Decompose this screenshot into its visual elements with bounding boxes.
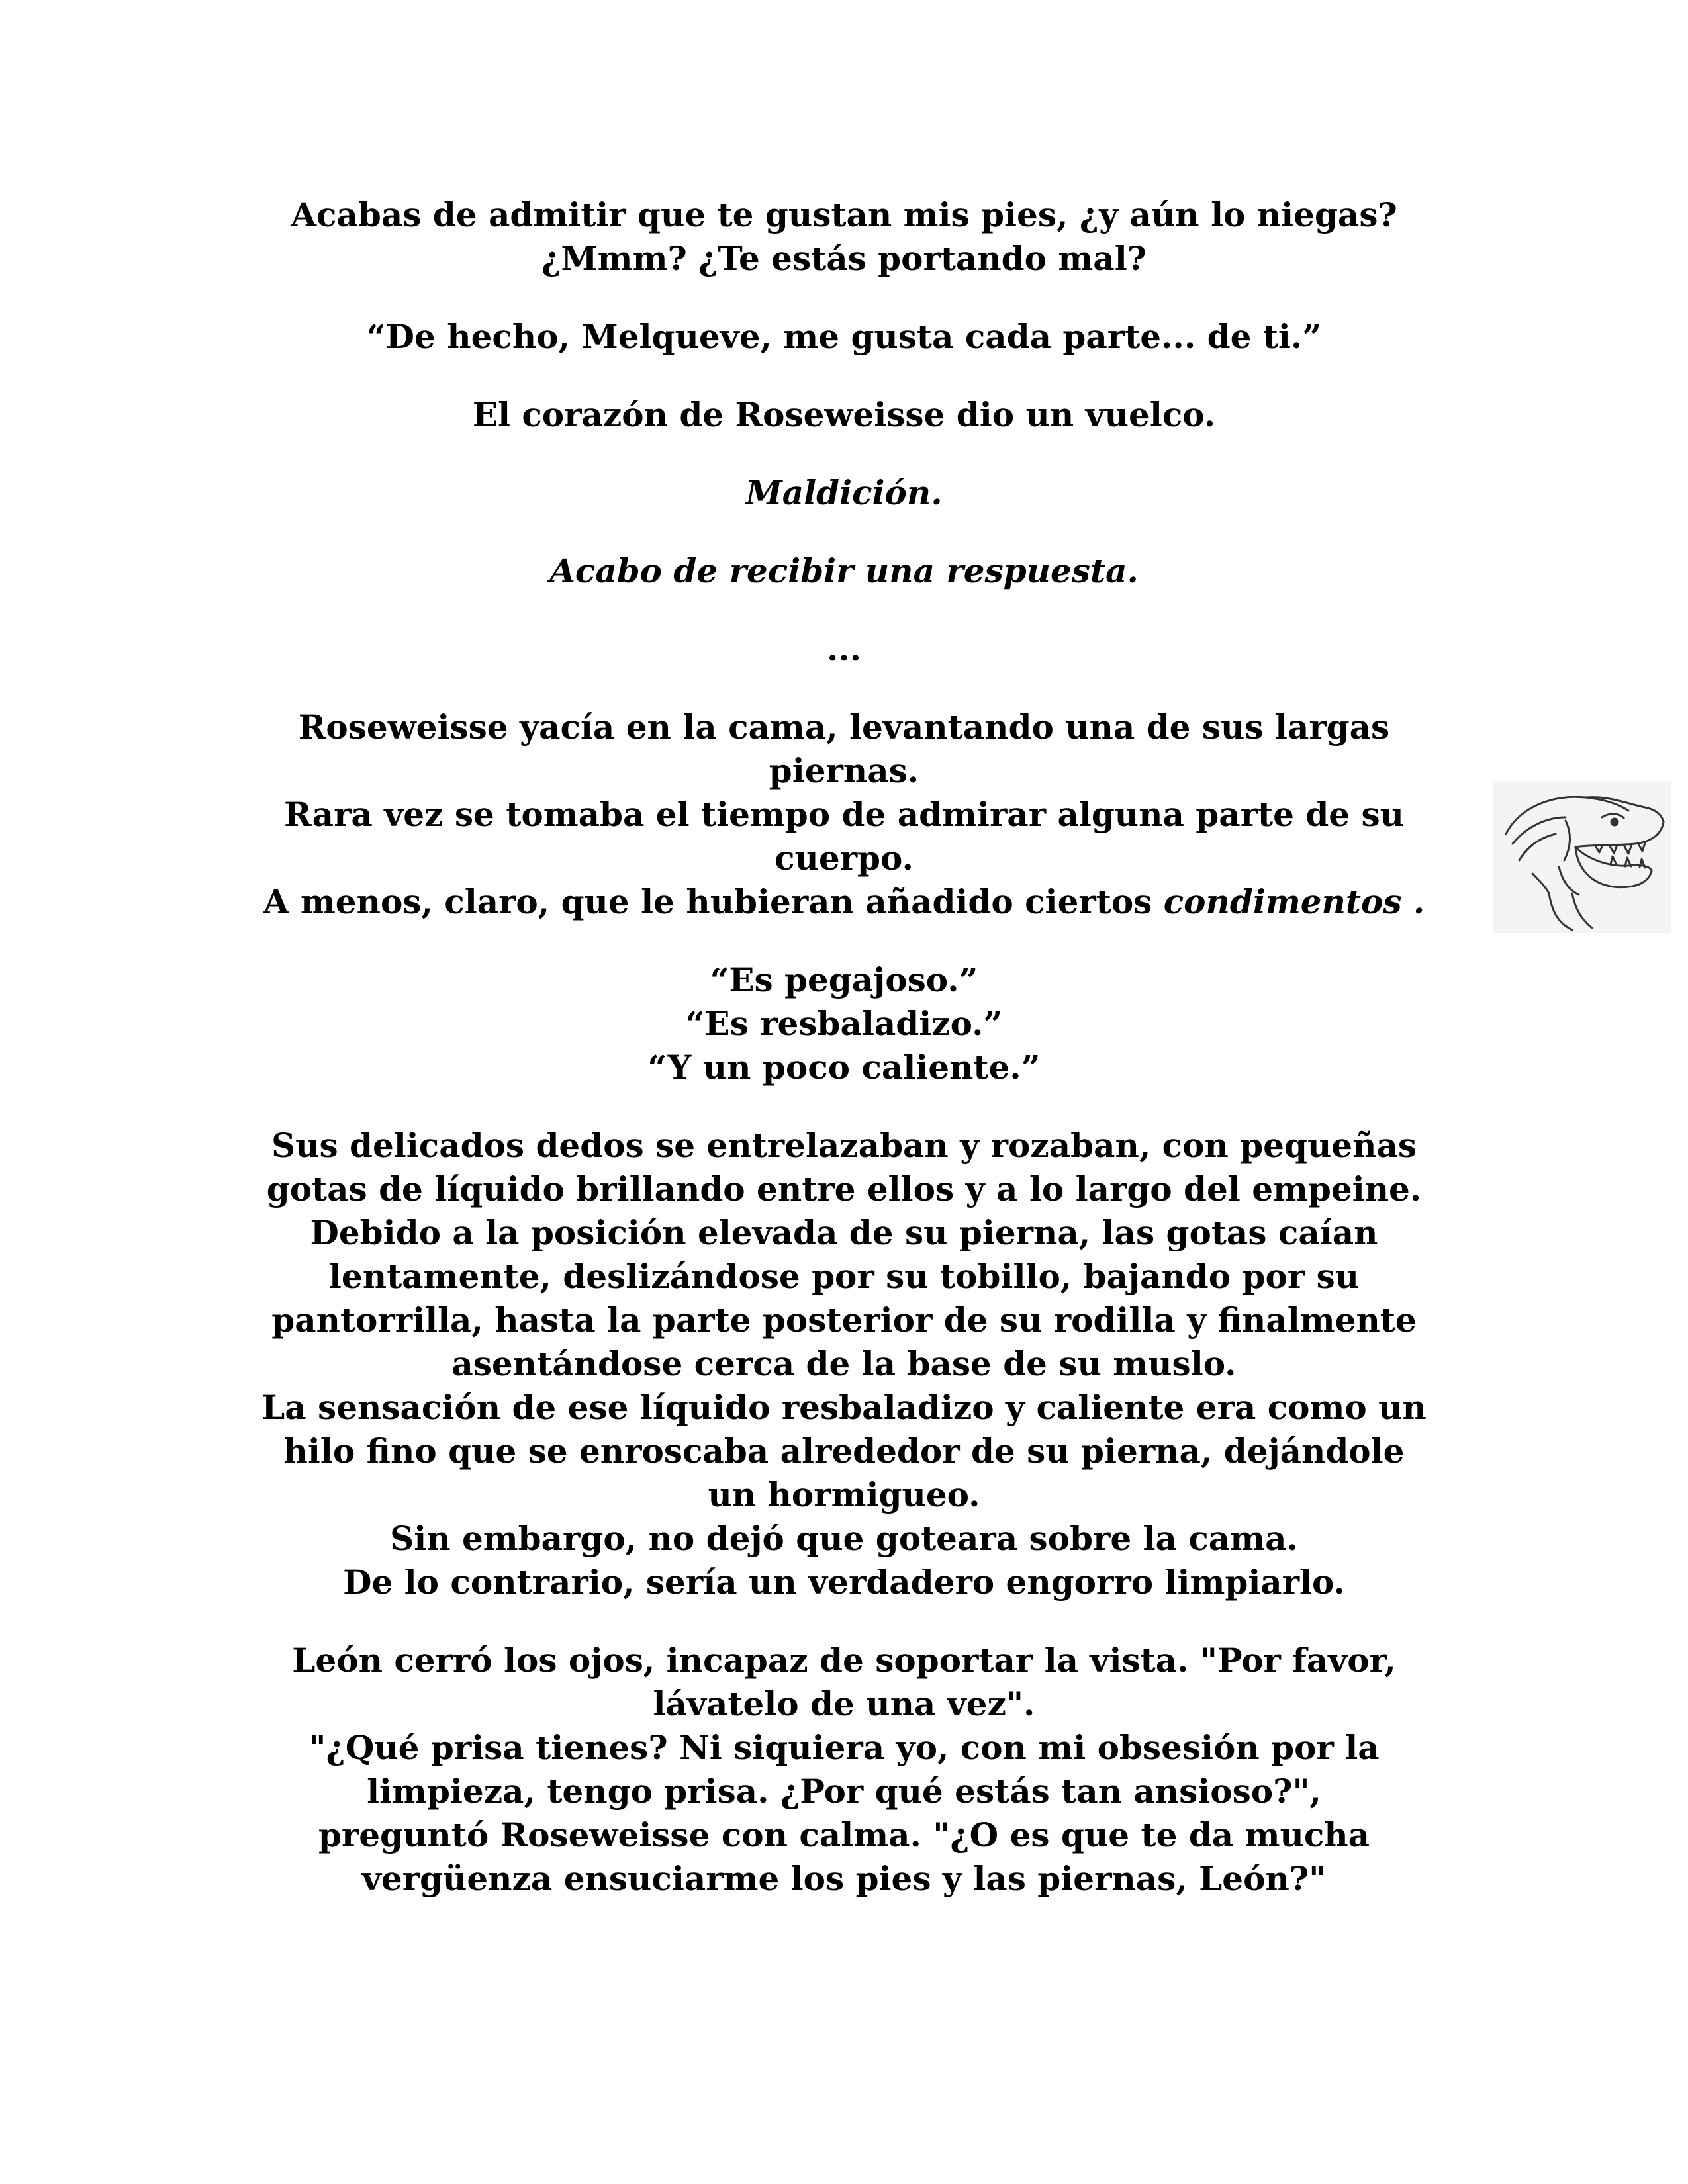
text-line: Maldición.	[745, 473, 943, 512]
text-line: un hormigueo.	[708, 1475, 980, 1514]
text-line: Rara vez se tomaba el tiempo de admirar alguna parte de su	[283, 795, 1405, 834]
text-line: preguntó Roseweisse con calma. "¿O es que te da mucha	[318, 1815, 1370, 1854]
paragraph-1	[192, 193, 1496, 281]
text-line: ¿Mmm? ¿Te estás portando mal?	[541, 239, 1147, 278]
text-line: De lo contrario, sería un verdadero engorro limpiarlo.	[343, 1563, 1345, 1602]
paragraph-10	[192, 1639, 1496, 1901]
text-line: Acabas de admitir que te gustan mis pies, ¿y aún lo niegas?	[291, 195, 1397, 234]
dinosaur-head-icon	[1493, 781, 1671, 933]
text-line: cuerpo.	[774, 839, 914, 878]
text-segment: A menos, claro, que le hubieran añadido ciertos	[263, 882, 1164, 921]
paragraph-3	[192, 393, 1496, 437]
text-line: “Es resbaladizo.”	[685, 1004, 1003, 1043]
text-line: limpieza, tengo prisa. ¿Por qué estás tan ansioso?",	[367, 1772, 1321, 1811]
text-line: La sensación de ese líquido resbaladizo y caliente era como un	[261, 1388, 1427, 1427]
text-line: Roseweisse yacía en la cama, levantando una de sus largas	[298, 707, 1390, 747]
ellipsis-separator: ...	[826, 629, 862, 668]
text-line: asentándose cerca de la base de su muslo.	[451, 1344, 1237, 1383]
paragraph-9	[192, 1124, 1496, 1604]
text-line: piernas.	[769, 751, 919, 790]
text-line: “De hecho, Melqueve, me gusta cada parte... de ti.”	[366, 317, 1322, 356]
text-line: Sus delicados dedos se entrelazaban y rozaban, con pequeñas	[271, 1126, 1417, 1165]
text-line: pantorrilla, hasta la parte posterior de su rodilla y finalmente	[271, 1300, 1417, 1340]
text-line: Debido a la posición elevada de su pierna, las gotas caían	[310, 1213, 1378, 1252]
text-line: Sin embargo, no dejó que goteara sobre la cama.	[390, 1519, 1298, 1558]
text-line: hilo fino que se enroscaba alrededor de su pierna, dejándole	[283, 1432, 1405, 1471]
italic-word: condimentos	[1163, 882, 1402, 921]
scene-break	[192, 627, 1496, 671]
paragraph-5-italic	[192, 549, 1496, 593]
text-line: lentamente, deslizándose por su tobillo, bajando por su	[328, 1257, 1360, 1296]
text-line: Acabo de recibir una respuesta.	[549, 551, 1139, 590]
text-line: vergüenza ensuciarme los pies y las piernas, León?"	[361, 1859, 1327, 1898]
text-line: lávatelo de una vez".	[653, 1684, 1035, 1723]
text-line: "¿Qué prisa tienes? Ni siquiera yo, con mi obsesión por la	[308, 1728, 1380, 1767]
paragraph-2	[192, 315, 1496, 359]
text-line: “Es pegajoso.”	[710, 960, 978, 999]
paragraph-7	[192, 705, 1496, 924]
story-text	[192, 193, 1496, 1935]
text-segment: .	[1401, 882, 1425, 921]
paragraph-4-italic	[192, 471, 1496, 515]
text-line: gotas de líquido brillando entre ellos y a lo largo del empeine.	[266, 1169, 1422, 1208]
text-line: “Y un poco caliente.”	[647, 1048, 1041, 1087]
paragraph-8-dialogue	[192, 958, 1496, 1089]
text-line	[192, 880, 1496, 924]
text-line: León cerró los ojos, incapaz de soportar la vista. "Por favor,	[292, 1641, 1396, 1680]
text-line: El corazón de Roseweisse dio un vuelco.	[472, 395, 1216, 434]
